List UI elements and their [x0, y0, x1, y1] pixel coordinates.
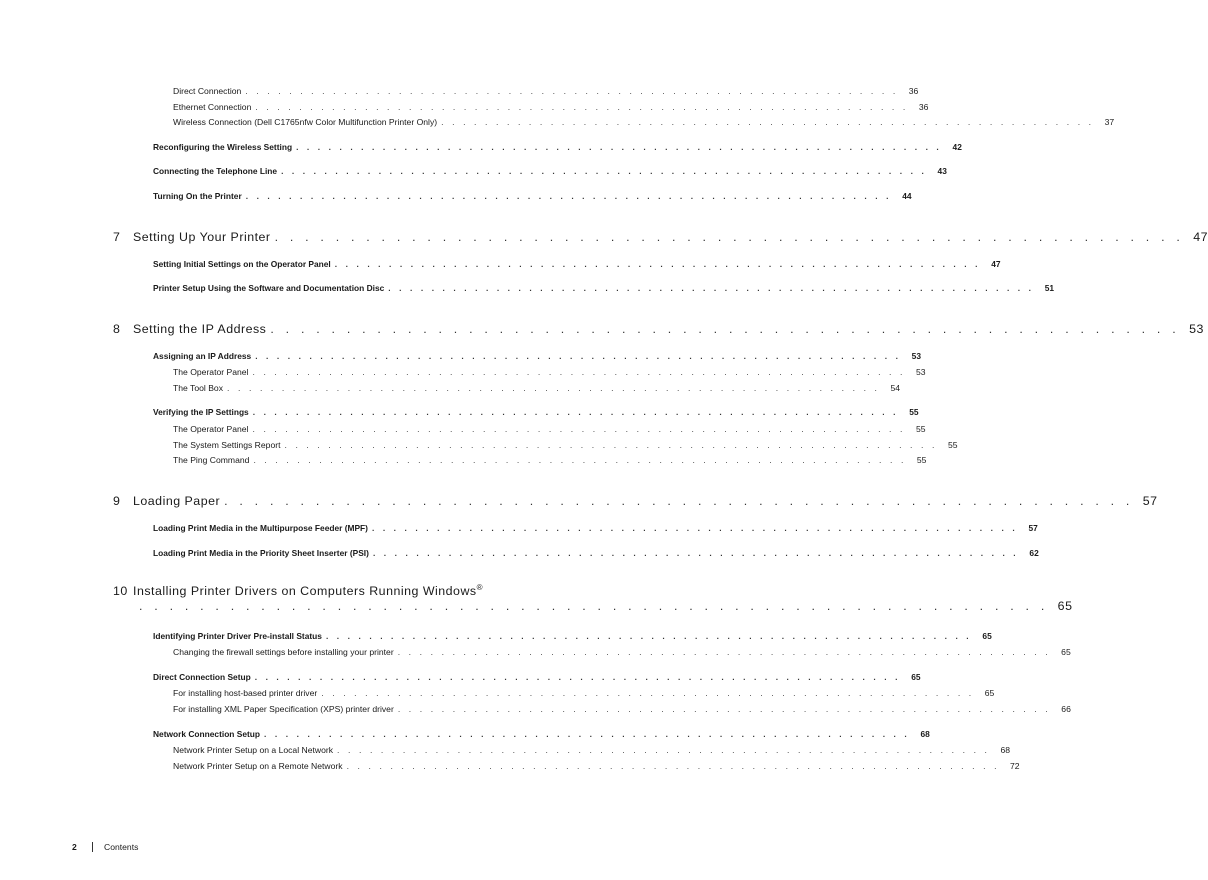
toc-section-title: Loading Print Media in the Priority Sheet Inserter (PSI)	[153, 548, 369, 558]
toc-entry[interactable]	[173, 647, 1071, 657]
dot-leader: . . . . . . . . . . . . . . . . . . . . . . . . . . . . . . . . . . . . . . . . . . . . . . . . . . . . . . . . . . . .	[274, 230, 1185, 244]
toc-section[interactable]	[153, 407, 919, 417]
toc-chapter-title	[113, 322, 270, 336]
toc-entry-page: 54	[890, 383, 901, 393]
dot-leader: . . . . . . . . . . . . . . . . . . . . . . . . . . . . . . . . . . . . . . . . . . . . . . . . . . . . . . . . . . . .	[334, 259, 981, 269]
toc-entry-page: 68	[1000, 745, 1011, 755]
toc-entry-title: Wireless Connection (Dell C1765nfw Color Multifunction Printer Only)	[173, 117, 438, 127]
toc-section-title: Identifying Printer Driver Pre-install Status	[153, 631, 322, 641]
toc-section-page: 62	[1029, 548, 1039, 558]
toc-entry-title: For installing host-based printer driver	[173, 688, 318, 698]
toc-section-title: Assigning an IP Address	[153, 351, 252, 361]
toc-section-page: 44	[902, 191, 912, 201]
toc-entry-title: Network Printer Setup on a Local Network	[173, 745, 334, 755]
toc-entry-title: The Operator Panel	[173, 424, 249, 434]
dot-leader: . . . . . . . . . . . . . . . . . . . . . . . . . . . . . . . . . . . . . . . . . . . . . . . . . . . . . . . . . . . .	[252, 367, 906, 377]
toc-entry[interactable]	[173, 745, 1011, 755]
toc-section[interactable]	[153, 672, 921, 682]
dot-leader: . . . . . . . . . . . . . . . . . . . . . . . . . . . . . . . . . . . . . . . . . . . . . . . . . . . . . . . . . . . .	[441, 117, 1095, 127]
toc-entry-page: 65	[1061, 647, 1071, 657]
toc-section-page: 65	[982, 631, 992, 641]
toc-section[interactable]	[153, 351, 921, 361]
toc-entry-page: 55	[947, 440, 958, 450]
dot-leader: . . . . . . . . . . . . . . . . . . . . . . . . . . . . . . . . . . . . . . . . . . . . . . . . . . . . . . . . . . . .	[227, 383, 881, 393]
toc-chapter[interactable]	[113, 230, 1208, 244]
page-footer	[72, 842, 138, 852]
toc-chapter-page: 65	[1057, 599, 1073, 613]
toc-chapter[interactable]	[113, 494, 1158, 508]
toc-section-title: Turning On the Printer	[153, 191, 242, 201]
toc-entry-page: 65	[984, 688, 995, 698]
toc-entry[interactable]	[173, 761, 1020, 771]
dot-leader: . . . . . . . . . . . . . . . . . . . . . . . . . . . . . . . . . . . . . . . . . . . . . . . . . . . . . . . . . . . .	[346, 761, 1000, 771]
toc-section-page: 55	[909, 407, 919, 417]
toc-section[interactable]	[153, 729, 930, 739]
dot-leader: . . . . . . . . . . . . . . . . . . . . . . . . . . . . . . . . . . . . . . . . . . . . . . . . . . . . . . . . . . . .	[296, 142, 942, 152]
toc-section-title: Setting Initial Settings on the Operator Panel	[153, 259, 331, 269]
toc-entry-title: Ethernet Connection	[173, 102, 252, 112]
toc-entry[interactable]	[173, 704, 1071, 714]
dot-leader: . . . . . . . . . . . . . . . . . . . . . . . . . . . . . . . . . . . . . . . . . . . . . . . . . . . . . . . . . . . .	[397, 704, 1051, 714]
toc-section-page: 43	[937, 166, 947, 176]
toc-chapter-title[interactable]	[113, 583, 483, 598]
footer-separator	[92, 842, 93, 852]
toc-entry-page: 36	[918, 102, 929, 112]
toc-section-title: Direct Connection Setup	[153, 672, 251, 682]
dot-leader: . . . . . . . . . . . . . . . . . . . . . . . . . . . . . . . . . . . . . . . . . . . . . . . . . . . . . . . . . . . .	[371, 523, 1018, 533]
toc-entry-page: 37	[1104, 117, 1115, 127]
dot-leader: . . . . . . . . . . . . . . . . . . . . . . . . . . . . . . . . . . . . . . . . . . . . . . . . . . . . . . . . . . . .	[255, 351, 901, 361]
toc-chapter-title	[113, 230, 275, 244]
toc-entry-title: For installing XML Paper Specification (XPS) printer driver	[173, 704, 394, 714]
toc-section[interactable]	[153, 142, 962, 152]
dot-leader: . . . . . . . . . . . . . . . . . . . . . . . . . . . . . . . . . . . . . . . . . . . . . . . . . . . . . . . . . . . .	[245, 191, 892, 201]
dot-leader: . . . . . . . . . . . . . . . . . . . . . . . . . . . . . . . . . . . . . . . . . . . . . . . . . . . . . . . . . . . .	[255, 102, 909, 112]
toc-entry[interactable]	[173, 440, 958, 450]
chapter-number: 10	[113, 584, 128, 599]
dot-leader: . . . . . . . . . . . . . . . . . . . . . . . . . . . . . . . . . . . . . . . . . . . . . . . . . . . . . . . . . . . .	[245, 86, 899, 96]
footer-page-number: 2	[72, 842, 77, 852]
toc-entry-title: Direct Connection	[173, 86, 242, 96]
toc-entry[interactable]	[173, 367, 926, 377]
dot-leader: . . . . . . . . . . . . . . . . . . . . . . . . . . . . . . . . . . . . . . . . . . . . . . . . . . . . . . . . . . . .	[252, 424, 906, 434]
toc-chapter-page: 53	[1189, 322, 1204, 336]
toc-section-title: Loading Print Media in the Multipurpose Feeder (MPF)	[153, 523, 368, 533]
chapter-number: 8	[113, 322, 121, 336]
toc-section-title: Network Connection Setup	[153, 729, 261, 739]
toc-entry[interactable]	[173, 117, 1115, 127]
chapter-title-text: Setting the IP Address	[133, 322, 267, 336]
toc-section[interactable]	[153, 166, 947, 176]
toc-section-title: Verifying the IP Settings	[153, 407, 249, 417]
toc-entry-page: 55	[915, 424, 926, 434]
toc-section-title: Printer Setup Using the Software and Documentation Disc	[153, 283, 385, 293]
dot-leader: . . . . . . . . . . . . . . . . . . . . . . . . . . . . . . . . . . . . . . . . . . . . . . . . . . . . . . . . . . . .	[372, 548, 1019, 558]
toc-section-page: 53	[911, 351, 921, 361]
toc-entry-page: 36	[908, 86, 919, 96]
dot-leader: . . . . . . . . . . . . . . . . . . . . . . . . . . . . . . . . . . . . . . . . . . . . . . . . . . . . . . . . . . . .	[224, 494, 1134, 508]
toc-chapter[interactable]	[113, 322, 1204, 336]
toc-entry-page: 66	[1061, 704, 1071, 714]
dot-leader: . . . . . . . . . . . . . . . . . . . . . . . . . . . . . . . . . . . . . . . . . . . . . . . . . . . . . . . . . . . .	[388, 283, 1035, 293]
toc-entry-page: 72	[1010, 761, 1020, 771]
toc-entry-title: The System Settings Report	[173, 440, 281, 450]
dot-leader: . . . . . . . . . . . . . . . . . . . . . . . . . . . . . . . . . . . . . . . . . . . . . . . . . . . . . . . . . . . .	[253, 455, 907, 465]
toc-section[interactable]	[153, 631, 992, 641]
toc-entry[interactable]	[173, 86, 919, 96]
toc-section[interactable]	[153, 191, 912, 201]
toc-entry-page: 53	[915, 367, 926, 377]
toc-section-page: 47	[991, 259, 1001, 269]
toc-chapter-page: 57	[1142, 494, 1158, 508]
toc-entry[interactable]	[173, 455, 927, 465]
toc-entry[interactable]	[173, 383, 901, 393]
toc-entry[interactable]	[173, 424, 926, 434]
toc-entry[interactable]	[173, 102, 929, 112]
toc-section[interactable]	[153, 283, 1055, 293]
dot-leader: . . . . . . . . . . . . . . . . . . . . . . . . . . . . . . . . . . . . . . . . . . . . . . . . . . . . . . . . . . . .	[284, 440, 938, 450]
toc-chapter-title	[113, 494, 224, 508]
toc-section-page: 51	[1044, 283, 1055, 293]
toc-chapter-leader-line[interactable]	[139, 599, 1073, 613]
toc-entry-title: The Ping Command	[173, 455, 250, 465]
toc-entry-title: The Operator Panel	[173, 367, 249, 377]
toc-section-page: 68	[920, 729, 930, 739]
dot-leader: . . . . . . . . . . . . . . . . . . . . . . . . . . . . . . . . . . . . . . . . . . . . . . . . . . . . . . . . . . . .	[254, 672, 901, 682]
toc-entry[interactable]	[173, 688, 995, 698]
dot-leader: . . . . . . . . . . . . . . . . . . . . . . . . . . . . . . . . . . . . . . . . . . . . . . . . . . . . . . . . . . . .	[325, 631, 972, 641]
toc-section[interactable]	[153, 548, 1039, 558]
dot-leader: . . . . . . . . . . . . . . . . . . . . . . . . . . . . . . . . . . . . . . . . . . . . . . . . . . . . . . . . . . . .	[270, 322, 1180, 336]
dot-leader: . . . . . . . . . . . . . . . . . . . . . . . . . . . . . . . . . . . . . . . . . . . . . . . . . . . . . . . . . . . .	[321, 688, 975, 698]
dot-leader: . . . . . . . . . . . . . . . . . . . . . . . . . . . . . . . . . . . . . . . . . . . . . . . . . . . . . . . . . . . .	[264, 729, 910, 739]
toc-section-page: 42	[952, 142, 962, 152]
chapter-title-text: Setting Up Your Printer	[133, 230, 271, 244]
dot-leader: . . . . . . . . . . . . . . . . . . . . . . . . . . . . . . . . . . . . . . . . . . . . . . . . . . . . . . . . . . . .	[397, 647, 1051, 657]
toc-section-title: Reconfiguring the Wireless Setting	[153, 142, 293, 152]
footer-section-label: Contents	[104, 842, 139, 852]
chapter-title-text: Loading Paper	[133, 494, 221, 508]
toc-section[interactable]	[153, 523, 1038, 533]
dot-leader: . . . . . . . . . . . . . . . . . . . . . . . . . . . . . . . . . . . . . . . . . . . . . . . . . . . . . . . . . . . .	[337, 745, 991, 755]
toc-chapter-page: 47	[1193, 230, 1208, 244]
dot-leader: . . . . . . . . . . . . . . . . . . . . . . . . . . . . . . . . . . . . . . . . . . . . . . . . . . . . . . . . . . . .	[252, 407, 899, 417]
chapter-number: 9	[113, 494, 121, 508]
chapter-title-text: Installing Printer Drivers on Computers Running Windows	[133, 584, 477, 599]
toc-section-page: 57	[1028, 523, 1038, 533]
toc-section-page: 65	[911, 672, 921, 682]
registered-mark: ®	[476, 583, 483, 592]
toc-entry-title: Network Printer Setup on a Remote Network	[173, 761, 343, 771]
toc-section-title: Connecting the Telephone Line	[153, 166, 278, 176]
chapter-number: 7	[113, 230, 121, 244]
dot-leader: . . . . . . . . . . . . . . . . . . . . . . . . . . . . . . . . . . . . . . . . . . . . . . . . . . . . . . . . . . . .	[139, 599, 1049, 613]
dot-leader: . . . . . . . . . . . . . . . . . . . . . . . . . . . . . . . . . . . . . . . . . . . . . . . . . . . . . . . . . . . .	[281, 166, 927, 176]
toc-entry-title: The Tool Box	[173, 383, 224, 393]
toc-section[interactable]	[153, 259, 1001, 269]
toc-entry-page: 55	[916, 455, 927, 465]
toc-entry-title: Changing the firewall settings before installing your printer	[173, 647, 394, 657]
